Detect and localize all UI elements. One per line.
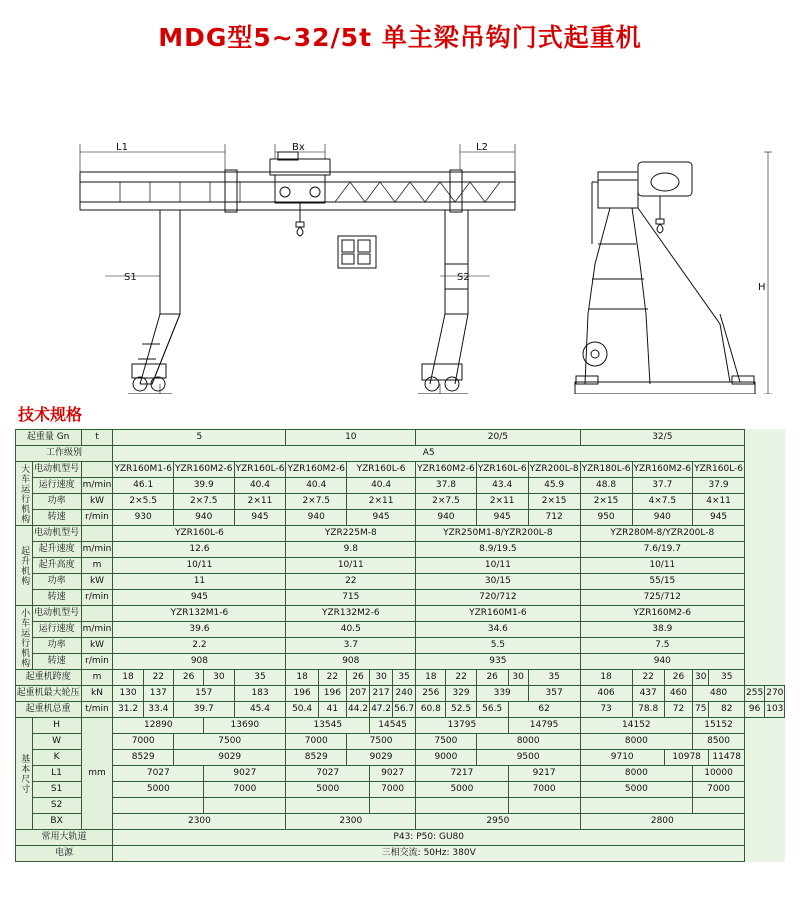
trolley-power-1: 3.7	[286, 638, 416, 654]
wheel-12: 357	[528, 686, 580, 702]
BX-1: 2300	[286, 814, 416, 830]
table-row	[15, 542, 785, 558]
trolley-rpm-2: 935	[416, 654, 580, 670]
hoist-speed-1: 9.8	[286, 542, 416, 558]
travel-rpm-1: 940	[173, 510, 234, 526]
BX-2: 2950	[416, 814, 580, 830]
span-10: 18	[416, 670, 446, 686]
span-6: 22	[318, 670, 346, 686]
duty-value: A5	[113, 446, 745, 462]
travel-rpm-6: 945	[476, 510, 528, 526]
hoist-power-1: 22	[286, 574, 416, 590]
travel-rpm-5: 940	[416, 510, 477, 526]
group-label-trolley: 小车运行机构	[15, 606, 32, 670]
capacity-10: 10	[286, 430, 416, 446]
hoist-speed-0: 12.6	[113, 542, 286, 558]
span-14: 35	[528, 670, 580, 686]
dim-row-W: W	[32, 734, 81, 750]
row-label-hoist-rpm: 转速	[32, 590, 81, 606]
W-7: 8500	[693, 734, 745, 750]
span-12: 26	[476, 670, 508, 686]
trolley-motor-2: YZR160M1-6	[416, 606, 580, 622]
travel-speed-5: 37.8	[416, 478, 477, 494]
trolley-speed-2: 34.6	[416, 622, 580, 638]
W-6: 8000	[580, 734, 693, 750]
row-unit-wheel: kN	[81, 686, 113, 702]
travel-power-8: 2×15	[580, 494, 632, 510]
span-9: 35	[393, 670, 416, 686]
span-5: 18	[286, 670, 318, 686]
weight-19: 103	[765, 702, 785, 718]
H-3: 14545	[370, 718, 416, 734]
wheel-8: 240	[393, 686, 416, 702]
travel-speed-7: 45.9	[528, 478, 580, 494]
trolley-motor-3: YZR160M2-6	[580, 606, 744, 622]
W-4: 7500	[416, 734, 477, 750]
row-unit-travel-power: kW	[81, 494, 113, 510]
travel-speed-9: 37.7	[632, 478, 693, 494]
trolley-speed-3: 38.9	[580, 622, 744, 638]
L1-5: 9217	[508, 766, 580, 782]
power-supply-value: 三相交流: 50Hz: 380V	[113, 846, 745, 862]
hoist-motor-2: YZR250M1-8/YZR200L-8	[416, 526, 580, 542]
trolley-motor-1: YZR132M2-6	[286, 606, 416, 622]
S2-5	[508, 798, 580, 814]
row-label-capacity: 起重量 Gn	[15, 430, 81, 446]
weight-6: 44.2	[347, 702, 370, 718]
weight-3: 45.4	[234, 702, 286, 718]
wheel-13: 406	[580, 686, 632, 702]
S1-5: 7000	[508, 782, 580, 798]
span-0: 18	[113, 670, 143, 686]
dim-label-L2: L2	[476, 142, 488, 153]
K-7: 10978	[664, 750, 709, 766]
K-4: 9000	[416, 750, 477, 766]
span-16: 22	[632, 670, 664, 686]
wheel-17: 255	[745, 686, 765, 702]
K-1: 9029	[173, 750, 286, 766]
group-label-hoist: 起升机构	[15, 526, 32, 606]
hoist-power-3: 55/15	[580, 574, 744, 590]
travel-power-10: 4×11	[693, 494, 745, 510]
K-2: 8529	[286, 750, 347, 766]
dim-row-BX: BX	[32, 814, 81, 830]
table-row	[15, 606, 785, 622]
W-5: 8000	[476, 734, 580, 750]
dim-row-S1: S1	[32, 782, 81, 798]
table-row	[15, 654, 785, 670]
travel-motor-10: YZR160L-6	[693, 462, 745, 478]
row-label-power-supply: 电源	[15, 846, 113, 862]
row-unit-travel-motor	[81, 462, 113, 478]
span-11: 22	[446, 670, 476, 686]
row-unit-travel-speed: m/min	[81, 478, 113, 494]
travel-rpm-4: 945	[347, 510, 416, 526]
weight-5: 41	[318, 702, 346, 718]
travel-speed-8: 48.8	[580, 478, 632, 494]
W-1: 7500	[173, 734, 286, 750]
travel-motor-2: YZR160L-6	[234, 462, 286, 478]
travel-motor-9: YZR160M2-6	[632, 462, 693, 478]
travel-speed-10: 37.9	[693, 478, 745, 494]
hoist-motor-0: YZR160L-6	[113, 526, 286, 542]
weight-0: 31.2	[113, 702, 143, 718]
BX-3: 2800	[580, 814, 744, 830]
H-6: 14152	[580, 718, 693, 734]
trolley-power-0: 2.2	[113, 638, 286, 654]
row-unit-lift-speed: m/min	[81, 542, 113, 558]
span-7: 26	[347, 670, 370, 686]
travel-rpm-0: 930	[113, 510, 174, 526]
trolley-power-2: 5.5	[416, 638, 580, 654]
spec-heading: 技术规格	[18, 405, 83, 424]
row-unit-span: m	[81, 670, 113, 686]
span-17: 26	[664, 670, 692, 686]
W-0: 7000	[113, 734, 174, 750]
row-unit-lift-height: m	[81, 558, 113, 574]
wheel-6: 207	[347, 686, 370, 702]
group-label-travel: 大车运行机构	[15, 462, 32, 526]
trolley-speed-1: 40.5	[286, 622, 416, 638]
S1-7: 7000	[693, 782, 745, 798]
rail-value: P43: P50: GU80	[113, 830, 745, 846]
travel-rpm-7: 712	[528, 510, 580, 526]
row-unit-hoist-power: kW	[81, 574, 113, 590]
travel-motor-8: YZR180L-6	[580, 462, 632, 478]
table-row	[15, 494, 785, 510]
travel-motor-4: YZR160L-6	[347, 462, 416, 478]
S2-6	[580, 798, 693, 814]
W-2: 7000	[286, 734, 347, 750]
L1-1: 9027	[204, 766, 286, 782]
wheel-11: 339	[476, 686, 528, 702]
S1-3: 7000	[370, 782, 416, 798]
wheel-18: 270	[765, 686, 785, 702]
L1-2: 7027	[286, 766, 370, 782]
row-label-lift-height: 起升高度	[32, 558, 81, 574]
row-unit-weight: t/min	[81, 702, 113, 718]
travel-motor-1: YZR160M2-6	[173, 462, 234, 478]
technical-drawing	[20, 64, 780, 394]
dim-unit: mm	[81, 718, 113, 830]
span-4: 35	[234, 670, 286, 686]
trolley-speed-0: 39.6	[113, 622, 286, 638]
S2-1	[204, 798, 286, 814]
wheel-9: 256	[416, 686, 446, 702]
travel-power-9: 4×7.5	[632, 494, 693, 510]
table-row	[15, 766, 785, 782]
table-row	[15, 638, 785, 654]
hoist-power-0: 11	[113, 574, 286, 590]
wheel-16: 480	[693, 686, 745, 702]
row-label-trolley-power: 功率	[32, 638, 81, 654]
trolley-power-3: 7.5	[580, 638, 744, 654]
weight-18: 96	[745, 702, 765, 718]
row-label-lift-speed: 起升速度	[32, 542, 81, 558]
trolley-rpm-3: 940	[580, 654, 744, 670]
table-row	[15, 558, 785, 574]
row-label-travel-motor: 电动机型号	[32, 462, 81, 478]
span-15: 18	[580, 670, 632, 686]
BX-0: 2300	[113, 814, 286, 830]
H-5: 14795	[508, 718, 580, 734]
weight-8: 56.7	[393, 702, 416, 718]
dim-label-H: H	[758, 282, 766, 293]
travel-rpm-3: 940	[286, 510, 347, 526]
hoist-height-0: 10/11	[113, 558, 286, 574]
travel-rpm-8: 950	[580, 510, 632, 526]
S2-4	[416, 798, 508, 814]
hoist-speed-3: 7.6/19.7	[580, 542, 744, 558]
wheel-4: 196	[286, 686, 318, 702]
dim-row-K: K	[32, 750, 81, 766]
hoist-height-1: 10/11	[286, 558, 416, 574]
weight-10: 52.5	[446, 702, 476, 718]
travel-speed-1: 39.9	[173, 478, 234, 494]
table-row	[15, 686, 785, 702]
dim-label-S2: S2	[457, 272, 470, 283]
S2-0	[113, 798, 204, 814]
travel-power-1: 2×7.5	[173, 494, 234, 510]
trolley-rpm-1: 908	[286, 654, 416, 670]
table-row	[15, 830, 785, 846]
K-3: 9029	[347, 750, 416, 766]
L1-3: 9027	[370, 766, 416, 782]
S1-2: 5000	[286, 782, 370, 798]
weight-15: 72	[664, 702, 692, 718]
specification-table	[15, 429, 786, 862]
wheel-5: 196	[318, 686, 346, 702]
row-label-travel-power: 功率	[32, 494, 81, 510]
dim-label-L1: L1	[116, 142, 128, 153]
travel-speed-4: 40.4	[347, 478, 416, 494]
S2-3	[370, 798, 416, 814]
H-0: 12890	[113, 718, 204, 734]
L1-0: 7027	[113, 766, 204, 782]
travel-power-7: 2×15	[528, 494, 580, 510]
capacity-32: 32/5	[580, 430, 744, 446]
group-label-dims: 基本尺寸	[15, 718, 32, 830]
table-row	[15, 734, 785, 750]
table-row	[15, 670, 785, 686]
span-8: 30	[370, 670, 393, 686]
span-1: 22	[143, 670, 173, 686]
page-title: MDG型5~32/5t 单主梁吊钩门式起重机	[158, 23, 642, 52]
H-7: 15152	[693, 718, 745, 734]
wheel-3: 183	[234, 686, 286, 702]
S2-2	[286, 798, 370, 814]
trolley-rpm-0: 908	[113, 654, 286, 670]
row-label-trolley-motor: 电动机型号	[32, 606, 81, 622]
S1-6: 5000	[580, 782, 693, 798]
row-label-wheel: 起重机最大轮压	[15, 686, 81, 702]
span-3: 30	[204, 670, 234, 686]
drawing-dim-labels	[116, 142, 766, 394]
travel-motor-5: YZR160M2-6	[416, 462, 477, 478]
L1-4: 7217	[416, 766, 508, 782]
travel-power-4: 2×11	[347, 494, 416, 510]
travel-rpm-10: 945	[693, 510, 745, 526]
travel-speed-2: 40.4	[234, 478, 286, 494]
dim-row-H: H	[32, 718, 81, 734]
S2-7	[693, 798, 745, 814]
weight-4: 50.4	[286, 702, 318, 718]
travel-motor-6: YZR160L-6	[476, 462, 528, 478]
S1-1: 7000	[204, 782, 286, 798]
span-18: 30	[693, 670, 709, 686]
travel-power-0: 2×5.5	[113, 494, 174, 510]
travel-speed-6: 43.4	[476, 478, 528, 494]
hoist-motor-3: YZR280M-8/YZR200L-8	[580, 526, 744, 542]
row-unit-capacity: t	[81, 430, 113, 446]
wheel-0: 130	[113, 686, 143, 702]
H-4: 13795	[416, 718, 508, 734]
table-row	[15, 782, 785, 798]
wheel-2: 157	[173, 686, 234, 702]
span-13: 30	[508, 670, 528, 686]
weight-11: 56.5	[476, 702, 508, 718]
travel-rpm-9: 940	[632, 510, 693, 526]
table-row	[15, 718, 785, 734]
S1-0: 5000	[113, 782, 204, 798]
row-unit-trolley-speed: m/min	[81, 622, 113, 638]
span-19: 35	[709, 670, 745, 686]
dim-label-S1: S1	[124, 272, 137, 283]
table-row	[15, 798, 785, 814]
span-2: 26	[173, 670, 203, 686]
weight-14: 78.8	[632, 702, 664, 718]
capacity-20: 20/5	[416, 430, 580, 446]
hoist-power-2: 30/15	[416, 574, 580, 590]
table-row	[15, 846, 785, 862]
hoist-rpm-3: 725/712	[580, 590, 744, 606]
weight-12: 62	[508, 702, 580, 718]
K-5: 9500	[476, 750, 580, 766]
H-1: 13690	[204, 718, 286, 734]
S1-4: 5000	[416, 782, 508, 798]
dim-row-L1: L1	[32, 766, 81, 782]
row-label-span: 起重机跨度	[15, 670, 81, 686]
row-label-travel-rpm: 转速	[32, 510, 81, 526]
crane-drawing-svg	[20, 64, 780, 394]
weight-9: 60.8	[416, 702, 446, 718]
row-unit-hoist-motor	[81, 526, 113, 542]
hoist-speed-2: 8.9/19.5	[416, 542, 580, 558]
wheel-15: 460	[664, 686, 692, 702]
K-6: 9710	[580, 750, 664, 766]
weight-2: 39.7	[173, 702, 234, 718]
table-row	[15, 590, 785, 606]
travel-motor-7: YZR200L-8	[528, 462, 580, 478]
dim-label-Bx: Bx	[292, 142, 305, 153]
travel-power-5: 2×7.5	[416, 494, 477, 510]
row-label-trolley-speed: 运行速度	[32, 622, 81, 638]
weight-13: 73	[580, 702, 632, 718]
travel-speed-3: 40.4	[286, 478, 347, 494]
weight-17: 82	[709, 702, 745, 718]
table-row	[15, 462, 785, 478]
L1-7: 10000	[693, 766, 745, 782]
L1-6: 8000	[580, 766, 693, 782]
weight-16: 75	[693, 702, 709, 718]
row-label-rail: 常用大轨道	[15, 830, 113, 846]
table-row	[15, 622, 785, 638]
K-8: 11478	[709, 750, 745, 766]
row-unit-hoist-rpm: r/min	[81, 590, 113, 606]
W-3: 7500	[347, 734, 416, 750]
travel-motor-0: YZR160M1-6	[113, 462, 174, 478]
hoist-rpm-0: 945	[113, 590, 286, 606]
capacity-5: 5	[113, 430, 286, 446]
travel-rpm-2: 945	[234, 510, 286, 526]
dim-row-S2: S2	[32, 798, 81, 814]
row-unit-trolley-rpm: r/min	[81, 654, 113, 670]
K-0: 8529	[113, 750, 174, 766]
travel-speed-0: 46.1	[113, 478, 174, 494]
travel-power-6: 2×11	[476, 494, 528, 510]
table-row	[15, 430, 785, 446]
travel-motor-3: YZR160M2-6	[286, 462, 347, 478]
row-label-duty: 工作级别	[15, 446, 113, 462]
table-row	[15, 814, 785, 830]
wheel-10: 329	[446, 686, 476, 702]
row-unit-trolley-motor	[81, 606, 113, 622]
weight-1: 33.4	[143, 702, 173, 718]
wheel-14: 437	[632, 686, 664, 702]
wheel-1: 137	[143, 686, 173, 702]
travel-power-2: 2×11	[234, 494, 286, 510]
hoist-rpm-1: 715	[286, 590, 416, 606]
row-label-hoist-power: 功率	[32, 574, 81, 590]
table-row	[15, 750, 785, 766]
weight-7: 47.2	[370, 702, 393, 718]
table-row	[15, 478, 785, 494]
table-row	[15, 574, 785, 590]
wheel-7: 217	[370, 686, 393, 702]
hoist-motor-1: YZR225M-8	[286, 526, 416, 542]
row-label-travel-speed: 运行速度	[32, 478, 81, 494]
travel-power-3: 2×7.5	[286, 494, 347, 510]
row-label-hoist-motor: 电动机型号	[32, 526, 81, 542]
H-2: 13545	[286, 718, 370, 734]
hoist-height-2: 10/11	[416, 558, 580, 574]
row-label-weight: 起重机总重	[15, 702, 81, 718]
hoist-height-3: 10/11	[580, 558, 744, 574]
trolley-motor-0: YZR132M1-6	[113, 606, 286, 622]
row-label-trolley-rpm: 转速	[32, 654, 81, 670]
table-row	[15, 526, 785, 542]
hoist-rpm-2: 720/712	[416, 590, 580, 606]
table-row	[15, 446, 785, 462]
row-unit-travel-rpm: r/min	[81, 510, 113, 526]
table-row	[15, 702, 785, 718]
table-row	[15, 510, 785, 526]
row-unit-trolley-power: kW	[81, 638, 113, 654]
